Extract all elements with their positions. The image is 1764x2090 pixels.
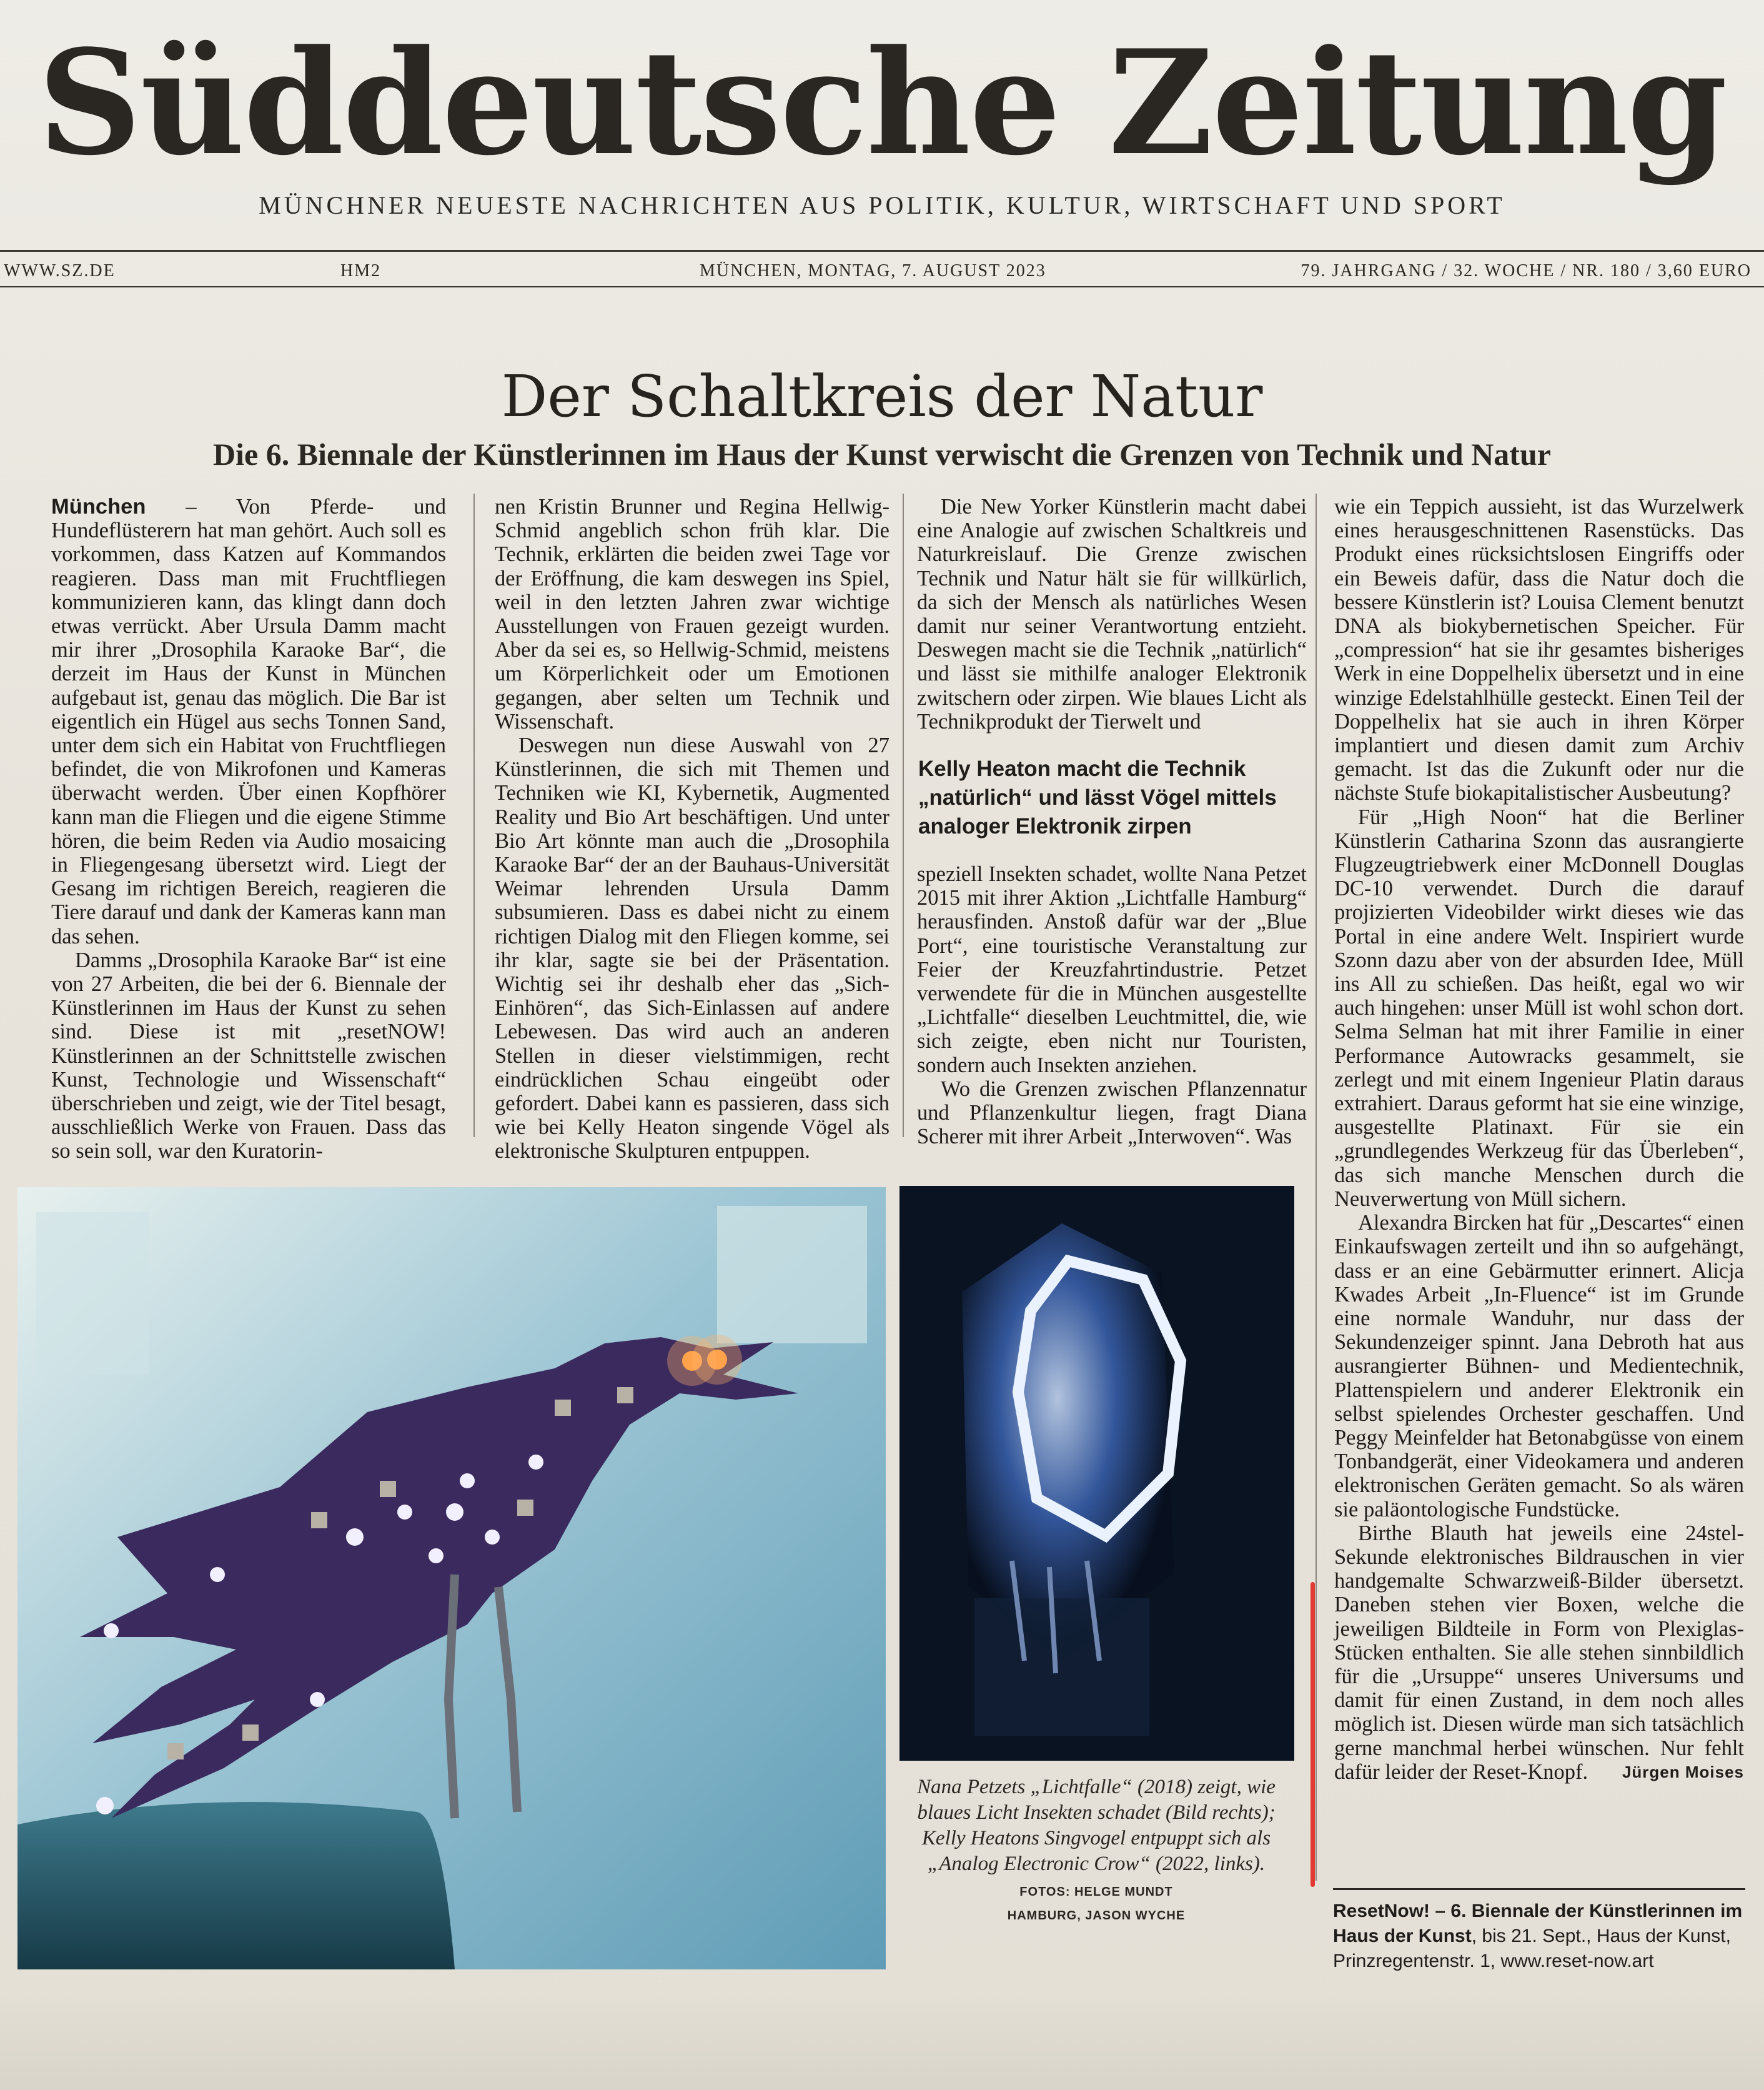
article-column-1 [51,495,446,1163]
masthead-subtitle: MÜNCHNER NEUESTE NACHRICHTEN AUS POLITIK, KULTUR, WIRTSCHAFT UND SPORT [259,191,1505,219]
exhibition-details: , bis 21. Sept., Haus der Kunst, Prinzregentenstr. 1, www.reset-now.art [1333,1926,1731,1971]
photo-credit-line-2: HAMBURG, JASON WYCHE [1007,1909,1186,1923]
date-line: MÜNCHEN, MONTAG, 7. AUGUST 2023 [700,261,1046,281]
photo-caption [906,1774,1287,1905]
light-trap-illustration [899,1186,1294,1761]
article-headline: Der Schaltkreis der Natur [501,363,1263,430]
column-divider [903,494,904,1137]
masthead-rule-top [0,250,1764,252]
paragraph: Deswegen nun diese Auswahl von 27 Künstlerinnen, die sich mit Themen und Techniken wie KI, Kybernetik, Augmented Reality und Bio Art beschäftigen. Und unter Bio Art könnte man auch die „Drosophila Karaoke Bar“ der an der Bauhaus-Universität Weimar lehrenden Ursula Damm subsumieren. Dass es dabei nicht zu einem richtigen Dialog mit den Fliegen komme, sei ihr klar, sagte sie bei der Präsentation. Wichtig sei ihr deshalb eher das „Sich-Einhören“, das Sich-Einlassen auf andere Lebewesen. Das wird auch an anderen Stellen in dieser vielstimmigen, recht eindrücklichen Schau eingeübt oder gefordert. Dabei kann es passieren, dass sich wie bei Kelly Heaton singende Vögel als elektronische Skulpturen entpuppen. [495,734,889,1163]
paragraph: Birthe Blauth hat jeweils eine 24stel-Sekunde elektronisches Bildrauschen in vier handgemalte Schwarzweiß-Bilder übersetzt. Daneben stehen vier Boxen, welche die jeweiligen Bildteile in Form von Plexiglas-Stücken enthalten. Sie alle stehen sinnbildlich für die „Ursuppe“ unseres Universums und damit für einen Zustand, in dem noch alles möglich ist. Diesen würde man sich tatsächlich gerne manchmal herbei wünschen. Nur fehlt dafür leider der Reset-Knopf. Jürgen Moises [1334,1521,1744,1784]
crow-photo [17,1187,886,1969]
masthead-rule-bottom [0,286,1764,287]
paragraph: Damms „Drosophila Karaoke Bar“ ist eine von 27 Arbeiten, die bei der 6. Biennale der Künstlerinnen im Haus der Kunst zu sehen sind. Diese ist mit „resetNOW! Künstlerinnen an der Schnittstelle zwischen Kunst, Technologie und Wissenschaft“ überschrieben und zeigt, wie der Titel besagt, ausschließlich Werke von Frauen. Dass das so sein soll, war den Kuratorin- [51,948,446,1163]
column-divider [1316,494,1317,1881]
paragraph: Für „High Noon“ hat die Berliner Künstlerin Catharina Szonn das ausrangierte Flugzeugtriebwerk einer McDonnell Douglas DC-10 verwendet. Durch die darauf projizierten Videobilder wirkt dieses wie das Portal in eine andere Welt. Inspiriert wurde Szonn dazu aber von der absurden Idee, Müll ins All zu schießen. Das heißt, egal wo wir auch hingehen: unser Müll ist wohl schon dort. Selma Selman hat mit ihrer Familie in einer Performance Autowracks gesammelt, sie zerlegt und mit einem Ingenieur Platin daraus extrahiert. Daraus geformt hat sie eine winzige, ausgestellte Platinaxt. Für sie ein „grundlegendes Werkzeug für das Überleben“, das sich manche Menschen durch die Neuverwertung von Müll sichern. [1334,805,1744,1211]
paragraph: speziell Insekten schadet, wollte Nana Petzet 2015 mit ihrer Aktion „Lichtfalle Hamburg“ herausfinden. Anstoß dafür war der „Blue Port“, eine touristische Veranstaltung zur Feier der Kreuzfahrtindustrie. Petzet verwendete für die in München ausgestellte „Lichtfalle“ dieselben Leuchtmittel, die, wie sich zeigte, eben nicht nur Touristen, sondern auch Insekten anziehen. [917,862,1307,1077]
paragraph: Alexandra Bircken hat für „Descartes“ einen Einkaufswagen zerteilt und ihn so aufgehängt, dass er an eine Gebärmutter erinnert. Alicja Kwades Arbeit „In-Fluence“ ist im Grunde eine normale Wanduhr, nur dass der Sekundenzeiger spinnt. Jana Debroth hat aus ausrangierter Bühnen- und Medientechnik, Plattenspielern und anderer Elektronik ein selbst spielendes Orchester geschaffen. Und Peggy Meinfelder hat Betonabgüsse von einem Tonbandgerät, einer Videokamera und anderen elektronischen Geräten gemacht. So als wären sie paläontologische Fundstücke. [1334,1211,1744,1521]
pull-quote: Kelly Heaton macht die Technik „natürlich“ und lässt Vögel mittels analoger Elektronik zirpen [918,757,1277,838]
paragraph: München – Von Pferde- und Hundeflüsterern hat man gehört. Auch soll es vorkommen, dass Katzen auf Kommandos reagieren. Dass man mit Fruchtfliegen kommunizieren kann, das klingt dann doch etwas verrückt. Aber Ursula Damm macht mir ihrer „Drosophila Karaoke Bar“, die derzeit im Haus der Kunst in München aufgebaut ist, genau das möglich. Die Bar ist eigentlich ein Hügel aus sechs Tonnen Sand, unter dem sich ein Habitat von Fruchtfliegen befindet, die von Mikrofonen und Kameras überwacht werden. Über einen Kopfhörer kann man die Fliegen und die eigene Stimme hören, die beim Reden via Audio mosaicing in Fliegengesang übersetzt wird. Liegt der Gesang im richtigen Bereich, reagieren die Tiere darauf und dank der Kameras kann man das sehen. [51,495,446,948]
article-subheadline: Die 6. Biennale der Künstlerinnen im Haus der Kunst verwischt die Grenzen von Technik und Natur [213,437,1551,472]
masthead-title: Süddeutsche Zeitung [37,19,1727,187]
article-dateline: München [51,495,146,519]
paragraph: wie ein Teppich aussieht, ist das Wurzelwerk eines herausgeschnittenen Rasenstücks. Das Produkt eines rücksichtslosen Eingriffs oder ein Beweis dafür, dass die Natur doch die bessere Künstlerin ist? Louisa Clement benutzt DNA als biokybernetischen Speicher. Für „compression“ hat sie ihr gesamtes bisheriges Werk in eine Doppelhelix übersetzt und in eine winzige Edelstahlhülle gesteckt. Einen Teil der Doppelhelix hat sie auch in ihren Körper implantiert und diesen damit zum Archiv gemacht. Ist das die Zukunft oder nur die nächste Stufe biokapitalistischer Ausbeutung? [1334,495,1744,805]
page-bottom-margin [0,1999,1764,2090]
article-column-3-top [917,495,1307,734]
article-column-3-bottom [917,862,1307,1148]
exhibition-info-box [1333,1888,1745,1974]
issue-info: 79. JAHRGANG / 32. WOCHE / NR. 180 / 3,60 EURO [1301,261,1752,281]
caption-text: Nana Petzets „Lichtfalle“ (2018) zeigt, wie blaues Licht Insekten schadet (Bild rechts); Kelly Heatons Singvogel entpuppt sich als „Analog Electronic Crow“ (2022, links). [917,1776,1276,1875]
paragraph: Wo die Grenzen zwischen Pflanzennatur und Pflanzenkultur liegen, fragt Diana Scherer mit ihrer Arbeit „Interwoven“. Was [917,1077,1307,1149]
website-url: WWW.SZ.DE [4,261,116,281]
paragraph: Die New Yorker Künstlerin macht dabei eine Analogie auf zwischen Schaltkreis und Naturkreislauf. Die Grenze zwischen Technik und Natur hält sie für willkürlich, da sich der Mensch als natürliches Wesen damit nur seiner Verantwortung entzieht. Deswegen macht sie die Technik „natürlich“ und lässt sie mithilfe analoger Elektronik zwitschern oder zirpen. Wie blaues Licht als Technikprodukt der Tierwelt und [917,495,1307,734]
column-divider [473,494,475,1137]
light-trap-photo [899,1186,1294,1761]
crow-photo-illustration [17,1187,886,1969]
article-column-4 [1334,495,1744,1784]
edition-code: HM2 [340,261,382,281]
photo-credit: FOTOS: HELGE MUNDT [1019,1885,1173,1899]
paragraph: nen Kristin Brunner und Regina Hellwig-Schmid angeblich schon früh klar. Die Technik, erklärten die beiden zwei Tage vor der Eröffnung, die kam deswegen ins Spiel, weil in den letzten Jahren zwar wichtige Ausstellungen von Frauen gezeigt wurden. Aber da sei es, so Hellwig-Schmid, meistens um Körperlichkeit oder um Emotionen gegangen, aber selten um Technik und Wissenschaft. [495,495,889,734]
exhibition-title: ResetNow! – 6. Biennale der Künstlerinnen im Haus der Kunst [1333,1901,1743,1946]
article-column-2 [495,495,889,1163]
author-byline: Jürgen Moises [1622,1762,1744,1781]
red-marker-line [1311,1582,1315,1887]
